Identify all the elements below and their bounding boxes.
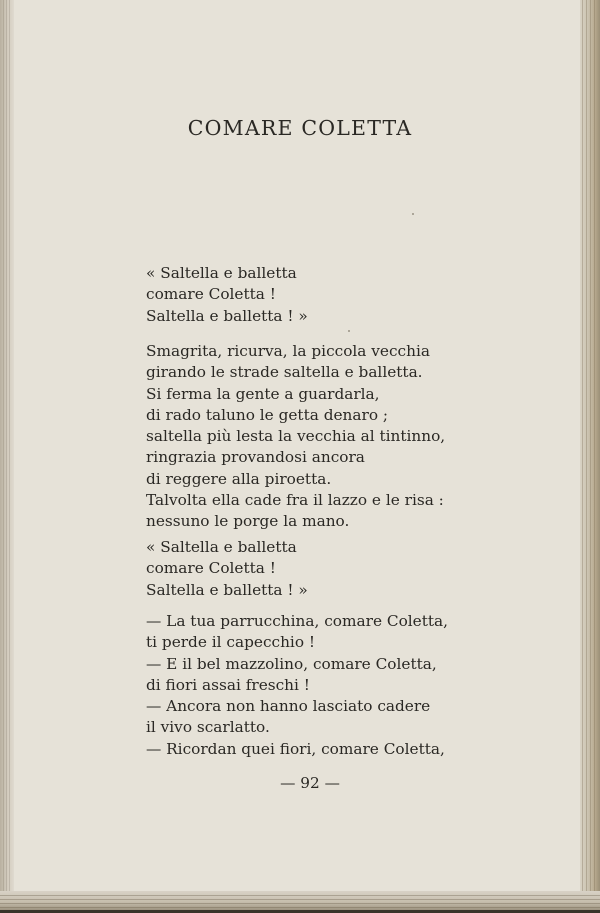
verse-line: comare Coletta !	[146, 285, 276, 304]
verse-line: ringrazia provandosi ancora	[146, 448, 365, 467]
verse-line: ti perde il capecchio !	[146, 633, 316, 652]
verse-line: di rado taluno le getta denaro ;	[146, 405, 389, 424]
verse-line: Talvolta ella cade fra il lazzo e le risa :	[146, 491, 444, 510]
verse-line: — Ricordan quei fiori, comare Coletta,	[146, 739, 445, 758]
verse-line: nessuno le porge la mano.	[146, 512, 350, 531]
poem-title: COMARE COLETTA	[187, 116, 413, 140]
stanza-refrain-1	[146, 263, 308, 327]
verse-line: girando le strade saltella e balletta.	[146, 363, 423, 382]
verse-line: — E il bel mazzolino, comare Coletta,	[146, 654, 437, 673]
verse-line: Saltella e balletta ! »	[146, 580, 308, 599]
page-number: — 92 —	[280, 774, 340, 792]
paper-speck	[412, 213, 414, 215]
verse-line: « Saltella e balletta	[146, 264, 297, 282]
verse-line: Si ferma la gente a guardarla,	[146, 384, 380, 403]
verse-line: — Ancora non hanno lasciato cadere	[146, 697, 431, 716]
stanza-refrain-2	[146, 537, 308, 601]
verse-line: comare Coletta !	[146, 559, 276, 578]
paper-speck	[348, 330, 350, 332]
verse-line: Saltella e balletta ! »	[146, 306, 308, 325]
page-stack-bottom-lines	[0, 895, 600, 911]
stanza-4	[146, 611, 448, 760]
stanza-2	[146, 341, 445, 533]
verse-line: il vivo scarlatto.	[146, 718, 270, 737]
verse-line: saltella più lesta la vecchia al tintinno,	[146, 427, 446, 446]
verse-line: di fiori assai freschi !	[146, 675, 310, 694]
verse-line: « Saltella e balletta	[146, 538, 297, 556]
verse-line: — La tua parrucchina, comare Coletta,	[146, 612, 449, 630]
verse-line: Smagrita, ricurva, la piccola vecchia	[146, 342, 430, 360]
verse-line: di reggere alla piroetta.	[146, 469, 332, 488]
